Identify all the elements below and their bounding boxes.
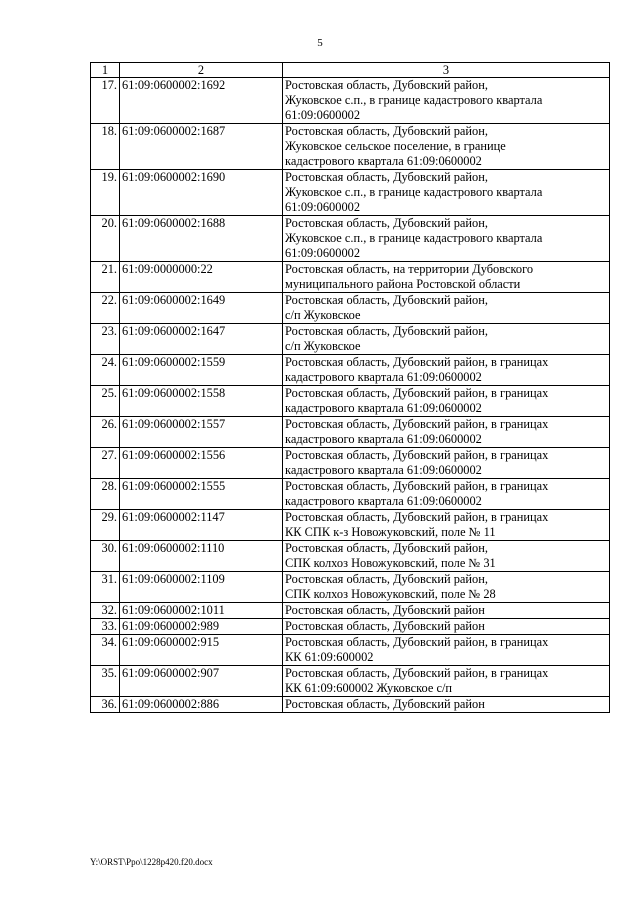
page-number: 5 [317,37,323,49]
table-row [91,619,610,635]
cadastral-number: 61:09:0600002:1557 [120,417,283,448]
cadastral-number: 61:09:0600002:1692 [120,78,283,124]
cadastral-number: 61:09:0600002:1558 [120,386,283,417]
cadastral-number: 61:09:0600002:1647 [120,324,283,355]
address: Ростовская область, Дубовский район [283,603,610,619]
row-number: 29. [91,510,120,541]
cadastral-number: 61:09:0600002:1688 [120,216,283,262]
row-number: 18. [91,124,120,170]
row-number: 27. [91,448,120,479]
table-row [91,386,610,417]
row-number: 33. [91,619,120,635]
cadastral-number: 61:09:0600002:1690 [120,170,283,216]
cadastral-number: 61:09:0000000:22 [120,262,283,293]
address: Ростовская область, Дубовский район, в границах КК 61:09:600002 [283,635,610,666]
row-number: 21. [91,262,120,293]
table-row [91,479,610,510]
address: Ростовская область, Дубовский район [283,619,610,635]
parcels-table [90,62,610,713]
address: Ростовская область, Дубовский район, в границах КК 61:09:600002 Жуковское с/п [283,666,610,697]
cadastral-number: 61:09:0600002:1556 [120,448,283,479]
table-row [91,170,610,216]
table-row [91,697,610,713]
row-number: 19. [91,170,120,216]
table-row [91,448,610,479]
address: Ростовская область, Дубовский район, в границах КК СПК к-з Новожуковский, поле № 11 [283,510,610,541]
cadastral-number: 61:09:0600002:1559 [120,355,283,386]
cadastral-number: 61:09:0600002:1011 [120,603,283,619]
table-row [91,603,610,619]
row-number: 20. [91,216,120,262]
address: Ростовская область, Дубовский район, в границах кадастрового квартала 61:09:0600002 [283,448,610,479]
row-number: 24. [91,355,120,386]
address: Ростовская область, Дубовский район, Жуковское сельское поселение, в границе кадастрового квартала 61:09:0600002 [283,124,610,170]
table-row [91,541,610,572]
address: Ростовская область, Дубовский район, с/п Жуковское [283,293,610,324]
address: Ростовская область, Дубовский район, с/п Жуковское [283,324,610,355]
column-header-number: 1 [91,63,120,78]
address: Ростовская область, Дубовский район, в границах кадастрового квартала 61:09:0600002 [283,417,610,448]
row-number: 23. [91,324,120,355]
row-number: 22. [91,293,120,324]
row-number: 31. [91,572,120,603]
cadastral-number: 61:09:0600002:1555 [120,479,283,510]
row-number: 34. [91,635,120,666]
row-number: 36. [91,697,120,713]
address: Ростовская область, Дубовский район [283,697,610,713]
row-number: 35. [91,666,120,697]
address: Ростовская область, Дубовский район, СПК колхоз Новожуковский, поле № 28 [283,572,610,603]
table-row [91,635,610,666]
cadastral-number: 61:09:0600002:907 [120,666,283,697]
address: Ростовская область, Дубовский район, СПК колхоз Новожуковский, поле № 31 [283,541,610,572]
row-number: 26. [91,417,120,448]
address: Ростовская область, Дубовский район, Жуковское с.п., в границе кадастрового квартала 61:09:0600002 [283,170,610,216]
cadastral-number: 61:09:0600002:1687 [120,124,283,170]
cadastral-number: 61:09:0600002:989 [120,619,283,635]
cadastral-number: 61:09:0600002:915 [120,635,283,666]
table-row [91,572,610,603]
table-row [91,666,610,697]
row-number: 25. [91,386,120,417]
address: Ростовская область, на территории Дубовского муниципального района Ростовской области [283,262,610,293]
table-row [91,417,610,448]
row-number: 32. [91,603,120,619]
cadastral-number: 61:09:0600002:1109 [120,572,283,603]
row-number: 17. [91,78,120,124]
table-row [91,355,610,386]
table-row [91,262,610,293]
column-header-cadastral: 2 [120,63,283,78]
table-header-row [91,63,610,78]
cadastral-number: 61:09:0600002:886 [120,697,283,713]
cadastral-number: 61:09:0600002:1110 [120,541,283,572]
table-row [91,78,610,124]
column-header-address: 3 [283,63,610,78]
row-number: 30. [91,541,120,572]
address: Ростовская область, Дубовский район, в границах кадастрового квартала 61:09:0600002 [283,355,610,386]
address: Ростовская область, Дубовский район, Жуковское с.п., в границе кадастрового квартала 61:09:0600002 [283,78,610,124]
table-row [91,124,610,170]
row-number: 28. [91,479,120,510]
cadastral-number: 61:09:0600002:1147 [120,510,283,541]
address: Ростовская область, Дубовский район, в границах кадастрового квартала 61:09:0600002 [283,386,610,417]
table-row [91,510,610,541]
cadastral-number: 61:09:0600002:1649 [120,293,283,324]
table-row [91,216,610,262]
address: Ростовская область, Дубовский район, Жуковское с.п., в границе кадастрового квартала 61:09:0600002 [283,216,610,262]
footer-file-path: Y:\ORST\Ppo\1228p420.f20.docx [90,857,213,867]
address: Ростовская область, Дубовский район, в границах кадастрового квартала 61:09:0600002 [283,479,610,510]
table-row [91,324,610,355]
table-row [91,293,610,324]
